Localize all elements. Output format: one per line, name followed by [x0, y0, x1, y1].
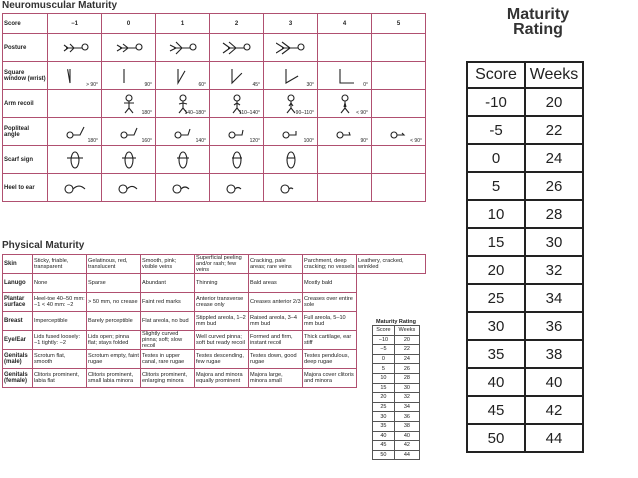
mini-rating-header: Weeks: [394, 326, 419, 336]
posture-figure-icon: [168, 40, 198, 56]
mini-rating-cell: 36: [394, 412, 419, 422]
neuromuscular-cell: [372, 90, 426, 118]
mini-rating-cell: 44: [394, 450, 419, 460]
square-window-icon: [226, 67, 248, 85]
physical-cell: Superficial peeling and/or rash; few veins: [195, 255, 249, 274]
physical-cell: Majora cover clitoris and minora: [303, 369, 357, 388]
physical-cell: Anterior transverse crease only: [195, 293, 249, 312]
neuromuscular-cell: [210, 34, 264, 62]
angle-label: 0°: [363, 82, 368, 88]
mini-rating-cell: 45: [373, 441, 395, 451]
angle-label: 180°: [141, 110, 152, 116]
angle-label: < 90°: [410, 138, 422, 144]
physical-table: [2, 254, 426, 388]
neuromuscular-row: [3, 118, 426, 146]
neuromuscular-table: [2, 13, 426, 202]
neuromuscular-row-label: Popliteal angle: [3, 118, 48, 146]
neuromuscular-row: [3, 62, 426, 90]
arm-recoil-icon: [335, 94, 355, 114]
neuromuscular-cell: [102, 146, 156, 174]
physical-cell: Clitoris prominent, labia flat: [33, 369, 87, 388]
mini-rating-cell: 50: [373, 450, 395, 460]
neuromuscular-cell: [264, 90, 318, 118]
physical-cell: Well curved pinna; soft but ready recoil: [195, 331, 249, 350]
angle-label: > 90°: [86, 82, 98, 88]
score-col-header: 2: [210, 14, 264, 34]
maturity-rating-row: [467, 228, 583, 256]
mini-rating-cell: 35: [373, 421, 395, 431]
physical-row: [3, 274, 426, 293]
physical-cell: Clitoris prominent, enlarging minora: [141, 369, 195, 388]
maturity-rating-cell: 44: [525, 424, 583, 452]
mini-rating-cell: 42: [394, 441, 419, 451]
mini-rating-cell: 20: [394, 335, 419, 345]
mini-rating-cell: 10: [373, 373, 395, 383]
popliteal-angle-icon: [280, 125, 302, 139]
physical-cell: Barely perceptible: [87, 312, 141, 331]
mini-rating-cell: 28: [394, 373, 419, 383]
angle-label: 160°: [141, 138, 152, 144]
neuromuscular-row: [3, 34, 426, 62]
maturity-rating-table: [466, 61, 584, 453]
physical-row-label: Breast: [3, 312, 33, 331]
physical-cell: Abundant: [141, 274, 195, 293]
maturity-rating-cell: 45: [467, 396, 525, 424]
angle-label: 45°: [252, 82, 260, 88]
neuromuscular-cell: [48, 146, 102, 174]
maturity-rating-cell: -5: [467, 116, 525, 144]
physical-cell: > 50 mm, no crease: [87, 293, 141, 312]
physical-cell: Raised areola, 3–4 mm bud: [249, 312, 303, 331]
neuromuscular-row-label: Posture: [3, 34, 48, 62]
mini-rating-cell: 5: [373, 364, 395, 374]
neuromuscular-cell: [372, 62, 426, 90]
physical-cell: Leathery, cracked, wrinkled: [357, 255, 426, 274]
physical-cell: Testes down, good rugae: [249, 350, 303, 369]
heel-to-ear-icon: [171, 181, 195, 195]
scarf-sign-icon: [64, 150, 86, 170]
angle-label: 140°: [195, 138, 206, 144]
scarf-sign-icon: [172, 150, 194, 170]
mini-rating-row: [373, 402, 420, 412]
neuromuscular-cell: [210, 90, 264, 118]
physical-row: [3, 255, 426, 274]
physical-cell: Majora large, minora small: [249, 369, 303, 388]
mini-rating-row: [373, 393, 420, 403]
maturity-rating-row: [467, 256, 583, 284]
neuromuscular-row-label: Heel to ear: [3, 174, 48, 202]
mini-rating-cell: 30: [394, 383, 419, 393]
maturity-rating-title-line1: Maturity: [506, 6, 570, 23]
mini-rating-row: [373, 431, 420, 441]
neuromuscular-cell: [156, 34, 210, 62]
maturity-rating-cell: 30: [525, 228, 583, 256]
angle-label: 90°: [360, 138, 368, 144]
physical-cell: Sticky, friable, transparent: [33, 255, 87, 274]
physical-row-label: Plantar surface: [3, 293, 33, 312]
maturity-rating-row: [467, 340, 583, 368]
heel-to-ear-icon: [63, 181, 87, 195]
neuromuscular-cell: [318, 146, 372, 174]
score-col-header: 1: [156, 14, 210, 34]
physical-cell: Lids fused loosely: −1 tightly: −2: [33, 331, 87, 350]
angle-label: 180°: [87, 138, 98, 144]
mini-rating-row: [373, 450, 420, 460]
angle-label: < 90°: [356, 110, 368, 116]
angle-label: 140–180°: [184, 110, 206, 116]
physical-cell: Testes pendulous, deep rugae: [303, 350, 357, 369]
square-window-icon: [280, 67, 302, 85]
maturity-rating-cell: 5: [467, 172, 525, 200]
neuromuscular-cell: [210, 62, 264, 90]
mini-rating-header: Score: [373, 326, 395, 336]
maturity-rating-cell: 20: [467, 256, 525, 284]
neuromuscular-cell: [318, 62, 372, 90]
mini-rating-row: [373, 364, 420, 374]
physical-row-label: Genitals (male): [3, 350, 33, 369]
mini-rating-cell: −10: [373, 335, 395, 345]
heel-to-ear-icon: [225, 181, 249, 195]
maturity-rating-cell: 50: [467, 424, 525, 452]
maturity-rating-row: [467, 172, 583, 200]
maturity-rating-row: [467, 312, 583, 340]
mini-rating-cell: 40: [394, 431, 419, 441]
physical-cell: Flat areola, no bud: [141, 312, 195, 331]
maturity-rating-cell: 25: [467, 284, 525, 312]
mini-rating-cell: 15: [373, 383, 395, 393]
posture-figure-icon: [60, 40, 90, 56]
neuromuscular-row-label: Scarf sign: [3, 146, 48, 174]
angle-label: 120°: [249, 138, 260, 144]
score-col-header: 5: [372, 14, 426, 34]
neuromuscular-cell: [372, 118, 426, 146]
maturity-rating-cell: 28: [525, 200, 583, 228]
physical-cell: Mostly bald: [303, 274, 357, 293]
maturity-rating-cell: 30: [467, 312, 525, 340]
angle-label: 90°: [144, 82, 152, 88]
mini-rating-cell: 30: [373, 412, 395, 422]
maturity-rating-cell: 22: [525, 116, 583, 144]
popliteal-angle-icon: [388, 125, 410, 139]
neuromuscular-cell: [264, 62, 318, 90]
neuromuscular-cell: [372, 146, 426, 174]
neuromuscular-score-row: [3, 14, 426, 34]
neuromuscular-cell: [318, 34, 372, 62]
heel-to-ear-icon: [279, 181, 303, 195]
maturity-rating-cell: 38: [525, 340, 583, 368]
physical-cell: Testes in upper canal, rare rugae: [141, 350, 195, 369]
maturity-rating-cell: 15: [467, 228, 525, 256]
maturity-rating-cell: 26: [525, 172, 583, 200]
neuromuscular-cell: [156, 174, 210, 202]
mini-rating-cell: 40: [373, 431, 395, 441]
physical-cell: Scrotum empty, faint rugae: [87, 350, 141, 369]
maturity-rating-cell: 36: [525, 312, 583, 340]
mini-rating-row: [373, 354, 420, 364]
square-window-icon: [334, 67, 356, 85]
physical-cell: Bald areas: [249, 274, 303, 293]
mini-rating-cell: 20: [373, 393, 395, 403]
score-col-header: −1: [48, 14, 102, 34]
physical-cell: Sparse: [87, 274, 141, 293]
physical-cell: Clitoris prominent, small labia minora: [87, 369, 141, 388]
popliteal-angle-icon: [334, 125, 356, 139]
neuromuscular-cell: [102, 90, 156, 118]
physical-cell: Gelatinous, red, translucent: [87, 255, 141, 274]
neuromuscular-cell: [264, 34, 318, 62]
neuromuscular-cell: [318, 174, 372, 202]
maturity-rating-header-row: [467, 62, 583, 88]
physical-row: [3, 369, 426, 388]
maturity-rating-row: [467, 200, 583, 228]
mini-rating-cell: 22: [394, 345, 419, 355]
mini-rating-cell: 38: [394, 421, 419, 431]
maturity-rating-cell: 42: [525, 396, 583, 424]
posture-figure-icon: [276, 40, 306, 56]
physical-cell: Stippled areola, 1–2 mm bud: [195, 312, 249, 331]
physical-cell: Parchment, deep cracking; no vessels: [303, 255, 357, 274]
mini-rating-row: [373, 412, 420, 422]
physical-cell: Heel-toe 40–50 mm: −1 < 40 mm: −2: [33, 293, 87, 312]
neuromuscular-cell: [264, 174, 318, 202]
maturity-rating-cell: 0: [467, 144, 525, 172]
physical-cell: Imperceptible: [33, 312, 87, 331]
neuromuscular-row-label: Square window (wrist): [3, 62, 48, 90]
maturity-rating-title: [496, 7, 580, 37]
neuromuscular-cell: [156, 62, 210, 90]
physical-cell: Faint red marks: [141, 293, 195, 312]
physical-row: [3, 331, 426, 350]
physical-cell: Creases over entire sole: [303, 293, 357, 312]
physical-title: Physical Maturity: [2, 240, 85, 251]
neuromuscular-cell: [372, 174, 426, 202]
mini-rating-table: [372, 325, 420, 460]
mini-rating-cell: 0: [373, 354, 395, 364]
physical-row: [3, 350, 426, 369]
physical-cell: Thinning: [195, 274, 249, 293]
square-window-icon: [172, 67, 194, 85]
angle-label: 60°: [198, 82, 206, 88]
neuromuscular-cell: [156, 118, 210, 146]
neuromuscular-cell: [372, 34, 426, 62]
neuromuscular-cell: [102, 118, 156, 146]
maturity-rating-cell: 24: [525, 144, 583, 172]
neuromuscular-title: Neuromuscular Maturity: [2, 0, 118, 11]
maturity-rating-row: [467, 396, 583, 424]
neuromuscular-cell: [210, 174, 264, 202]
maturity-rating-header: Score: [467, 62, 525, 88]
posture-figure-icon: [114, 40, 144, 56]
arm-recoil-icon: [119, 94, 139, 114]
physical-cell: Testes descending, few rugae: [195, 350, 249, 369]
neuromuscular-cell: [48, 118, 102, 146]
physical-cell: [357, 293, 426, 312]
physical-cell: Smooth, pink; visible veins: [141, 255, 195, 274]
posture-figure-icon: [222, 40, 252, 56]
score-col-header: 0: [102, 14, 156, 34]
angle-label: 100°: [303, 138, 314, 144]
mini-rating-row: [373, 383, 420, 393]
maturity-rating-row: [467, 424, 583, 452]
maturity-rating-header: Weeks: [525, 62, 583, 88]
physical-cell: Slightly curved pinna; soft; slow recoil: [141, 331, 195, 350]
maturity-rating-cell: 40: [525, 368, 583, 396]
mini-maturity-rating: [372, 319, 420, 460]
mini-rating-cell: 34: [394, 402, 419, 412]
neuromuscular-cell: [264, 146, 318, 174]
neuromuscular-cell: [318, 118, 372, 146]
physical-cell: Lids open; pinna flat; stays folded: [87, 331, 141, 350]
neuromuscular-cell: [48, 62, 102, 90]
neuromuscular-cell: [156, 90, 210, 118]
maturity-rating-cell: 10: [467, 200, 525, 228]
mini-rating-row: [373, 345, 420, 355]
maturity-rating-row: [467, 88, 583, 116]
physical-cell: None: [33, 274, 87, 293]
square-window-icon: [118, 67, 140, 85]
neuromuscular-cell: [318, 90, 372, 118]
score-col-header: 4: [318, 14, 372, 34]
maturity-rating-row: [467, 116, 583, 144]
maturity-rating-cell: -10: [467, 88, 525, 116]
physical-cell: [357, 274, 426, 293]
neuromuscular-cell: [102, 34, 156, 62]
physical-row-label: Lanugo: [3, 274, 33, 293]
angle-label: 30°: [306, 82, 314, 88]
physical-cell: Full areola, 5–10 mm bud: [303, 312, 357, 331]
neuromuscular-cell: [264, 118, 318, 146]
angle-label: 90–110°: [295, 110, 314, 116]
maturity-rating-row: [467, 368, 583, 396]
neuromuscular-cell: [210, 146, 264, 174]
scarf-sign-icon: [226, 150, 248, 170]
physical-row-label: Skin: [3, 255, 33, 274]
neuromuscular-row: [3, 90, 426, 118]
physical-cell: Majora and minora equally prominent: [195, 369, 249, 388]
square-window-icon: [64, 67, 86, 85]
neuromuscular-row-label: Arm recoil: [3, 90, 48, 118]
neuromuscular-row: [3, 174, 426, 202]
neuromuscular-cell: [102, 62, 156, 90]
physical-cell: Creases anterior 2/3: [249, 293, 303, 312]
physical-cell: Cracking, pale areas; rare veins: [249, 255, 303, 274]
physical-cell: Thick cartilage, ear stiff: [303, 331, 357, 350]
maturity-rating-title-line2: Rating: [513, 21, 563, 38]
maturity-rating-cell: 35: [467, 340, 525, 368]
mini-rating-cell: 32: [394, 393, 419, 403]
popliteal-angle-icon: [118, 125, 140, 139]
physical-row-label: Genitals (female): [3, 369, 33, 388]
maturity-rating-cell: 32: [525, 256, 583, 284]
heel-to-ear-icon: [117, 181, 141, 195]
neuromuscular-cell: [48, 174, 102, 202]
neuromuscular-row: [3, 146, 426, 174]
neuromuscular-cell: [48, 90, 102, 118]
mini-rating-cell: 26: [394, 364, 419, 374]
maturity-rating-row: [467, 144, 583, 172]
mini-rating-row: [373, 441, 420, 451]
popliteal-angle-icon: [172, 125, 194, 139]
maturity-rating-cell: 20: [525, 88, 583, 116]
scarf-sign-icon: [280, 150, 302, 170]
maturity-rating-cell: 34: [525, 284, 583, 312]
neuromuscular-cell: [48, 34, 102, 62]
mini-rating-cell: 25: [373, 402, 395, 412]
score-col-header: 3: [264, 14, 318, 34]
physical-row: [3, 293, 426, 312]
physical-cell: Formed and firm, instant recoil: [249, 331, 303, 350]
maturity-rating-row: [467, 284, 583, 312]
mini-rating-row: [373, 373, 420, 383]
physical-cell: Scrotum flat, smooth: [33, 350, 87, 369]
physical-row: [3, 312, 426, 331]
popliteal-angle-icon: [226, 125, 248, 139]
mini-rating-title: Maturity Rating: [375, 319, 417, 325]
popliteal-angle-icon: [64, 125, 86, 139]
neuromuscular-cell: [156, 146, 210, 174]
score-header: Score: [3, 14, 48, 34]
neuromuscular-cell: [210, 118, 264, 146]
angle-label: 110–140°: [238, 110, 260, 116]
maturity-rating-cell: 40: [467, 368, 525, 396]
mini-rating-header-row: [373, 326, 420, 336]
mini-rating-cell: 24: [394, 354, 419, 364]
scarf-sign-icon: [118, 150, 140, 170]
mini-rating-row: [373, 421, 420, 431]
physical-row-label: Eye/Ear: [3, 331, 33, 350]
mini-rating-row: [373, 335, 420, 345]
neuromuscular-cell: [102, 174, 156, 202]
mini-rating-cell: −5: [373, 345, 395, 355]
